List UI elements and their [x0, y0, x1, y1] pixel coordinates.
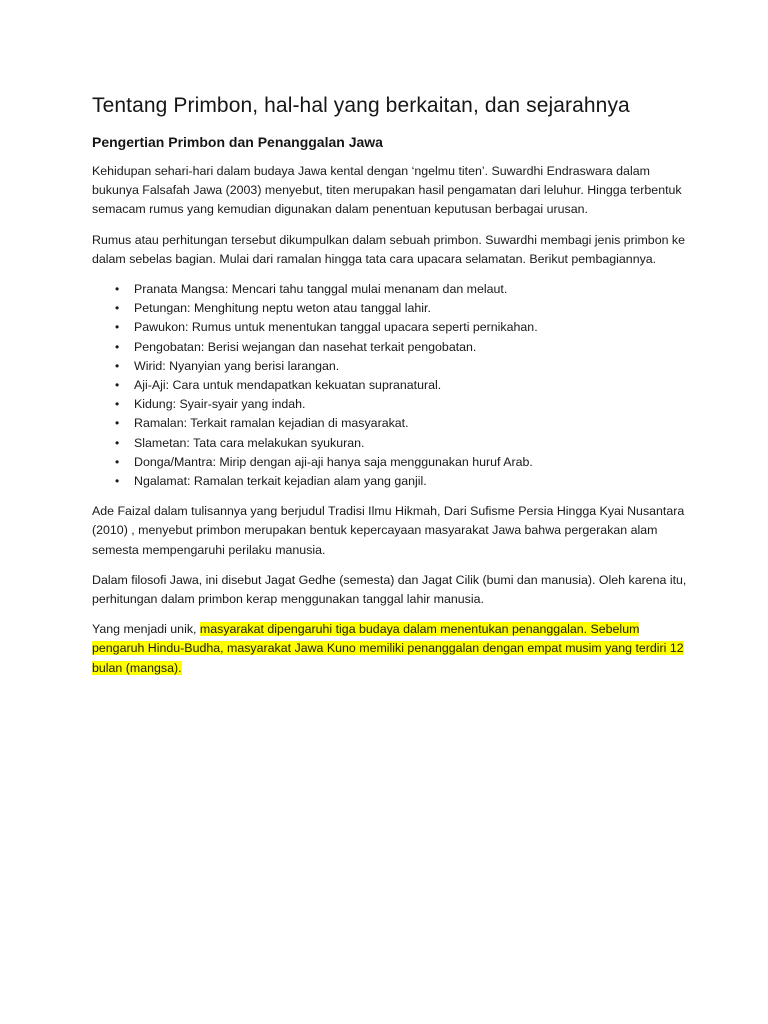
paragraph-rumus: Rumus atau perhitungan tersebut dikumpulkan dalam sebuah primbon. Suwardhi membagi jenis primbon ke dalam sebelas bagian. Mulai dari ramalan hingga tata cara upacara selamatan. Berikut pembagiannya.: [92, 232, 686, 266]
bullet-icon: •: [115, 301, 120, 316]
bullet-icon: •: [115, 282, 120, 297]
list-item-text: Slametan: Tata cara melakukan syukuran.: [134, 435, 365, 450]
list-item: [92, 395, 690, 414]
list-item: [92, 414, 690, 433]
list-item: [92, 376, 690, 395]
list-item-text: Pawukon: Rumus untuk menentukan tanggal upacara seperti pernikahan.: [134, 320, 538, 335]
paragraph-ade-faizal: Ade Faizal dalam tulisannya yang berjudul Tradisi Ilmu Hikmah, Dari Sufisme Persia Hingga Kyai Nusantara (2010) , menyebut primbon merupakan bentuk kepercayaan masyarakat Jawa bahwa pergerakan alam semesta mempengaruhi perilaku manusia.: [92, 504, 685, 557]
primbon-types-list: [92, 280, 690, 491]
bullet-icon: •: [115, 474, 120, 489]
bullet-icon: •: [115, 454, 120, 469]
list-item: [92, 434, 690, 453]
list-item-text: Pranata Mangsa: Mencari tahu tanggal mulai menanam dan melaut.: [134, 282, 508, 297]
bullet-icon: •: [115, 339, 120, 354]
list-item: [92, 472, 690, 491]
paragraph-unik: [92, 620, 690, 678]
list-item: [92, 357, 690, 376]
paragraph-filosofi: Dalam filosofi Jawa, ini disebut Jagat Gedhe (semesta) dan Jagat Cilik (bumi dan manusia). Oleh karena itu, perhitungan dalam primbon kerap menggunakan tanggal lahir manusia.: [92, 572, 687, 607]
bullet-icon: •: [115, 358, 120, 373]
paragraph-unik-lead: Yang menjadi unik,: [92, 622, 200, 637]
paragraph-intro: Kehidupan sehari-hari dalam budaya Jawa kental dengan ‘ngelmu titen’. Suwardhi Endraswara dalam bukunya Falsafah Jawa (2003) menyebut, titen merupakan hasil pengamatan dari leluhur. Hingga terbentuk semacam rumus yang kemudian digunakan dalam penentuan keputusan berbagai urusan.: [92, 164, 682, 217]
list-item-text: Aji-Aji: Cara untuk mendapatkan kekuatan supranatural.: [134, 378, 442, 393]
list-item: [92, 453, 690, 472]
bullet-icon: •: [115, 397, 120, 412]
list-item-text: Donga/Mantra: Mirip dengan aji-aji hanya saja menggunakan huruf Arab.: [134, 454, 533, 469]
list-item-text: Petungan: Menghitung neptu weton atau tanggal lahir.: [134, 301, 431, 316]
list-item-text: Kidung: Syair-syair yang indah.: [134, 397, 306, 412]
list-item-text: Pengobatan: Berisi wejangan dan nasehat terkait pengobatan.: [134, 339, 477, 354]
section-heading: Pengertian Primbon dan Penanggalan Jawa: [92, 134, 383, 150]
bullet-icon: •: [115, 320, 120, 335]
list-item: [92, 318, 690, 337]
list-item-text: Ramalan: Terkait ramalan kejadian di masyarakat.: [134, 416, 409, 431]
highlighted-text: masyarakat dipengaruhi tiga budaya dalam menentukan penanggalan. Sebelum pengaruh Hindu-Budha, masyarakat Jawa Kuno memiliki penanggalan dengan empat musim yang terdiri 12 bulan (mangsa).: [92, 622, 684, 675]
list-item: [92, 280, 690, 299]
bullet-icon: •: [115, 435, 120, 450]
list-item-text: Wirid: Nyanyian yang berisi larangan.: [134, 358, 340, 373]
document-page: [92, 92, 690, 689]
bullet-icon: •: [115, 416, 120, 431]
list-item: [92, 338, 690, 357]
list-item-text: Ngalamat: Ramalan terkait kejadian alam yang ganjil.: [134, 474, 427, 489]
list-item: [92, 299, 690, 318]
bullet-icon: •: [115, 378, 120, 393]
document-title: Tentang Primbon, hal-hal yang berkaitan, dan sejarahnya: [92, 94, 630, 117]
